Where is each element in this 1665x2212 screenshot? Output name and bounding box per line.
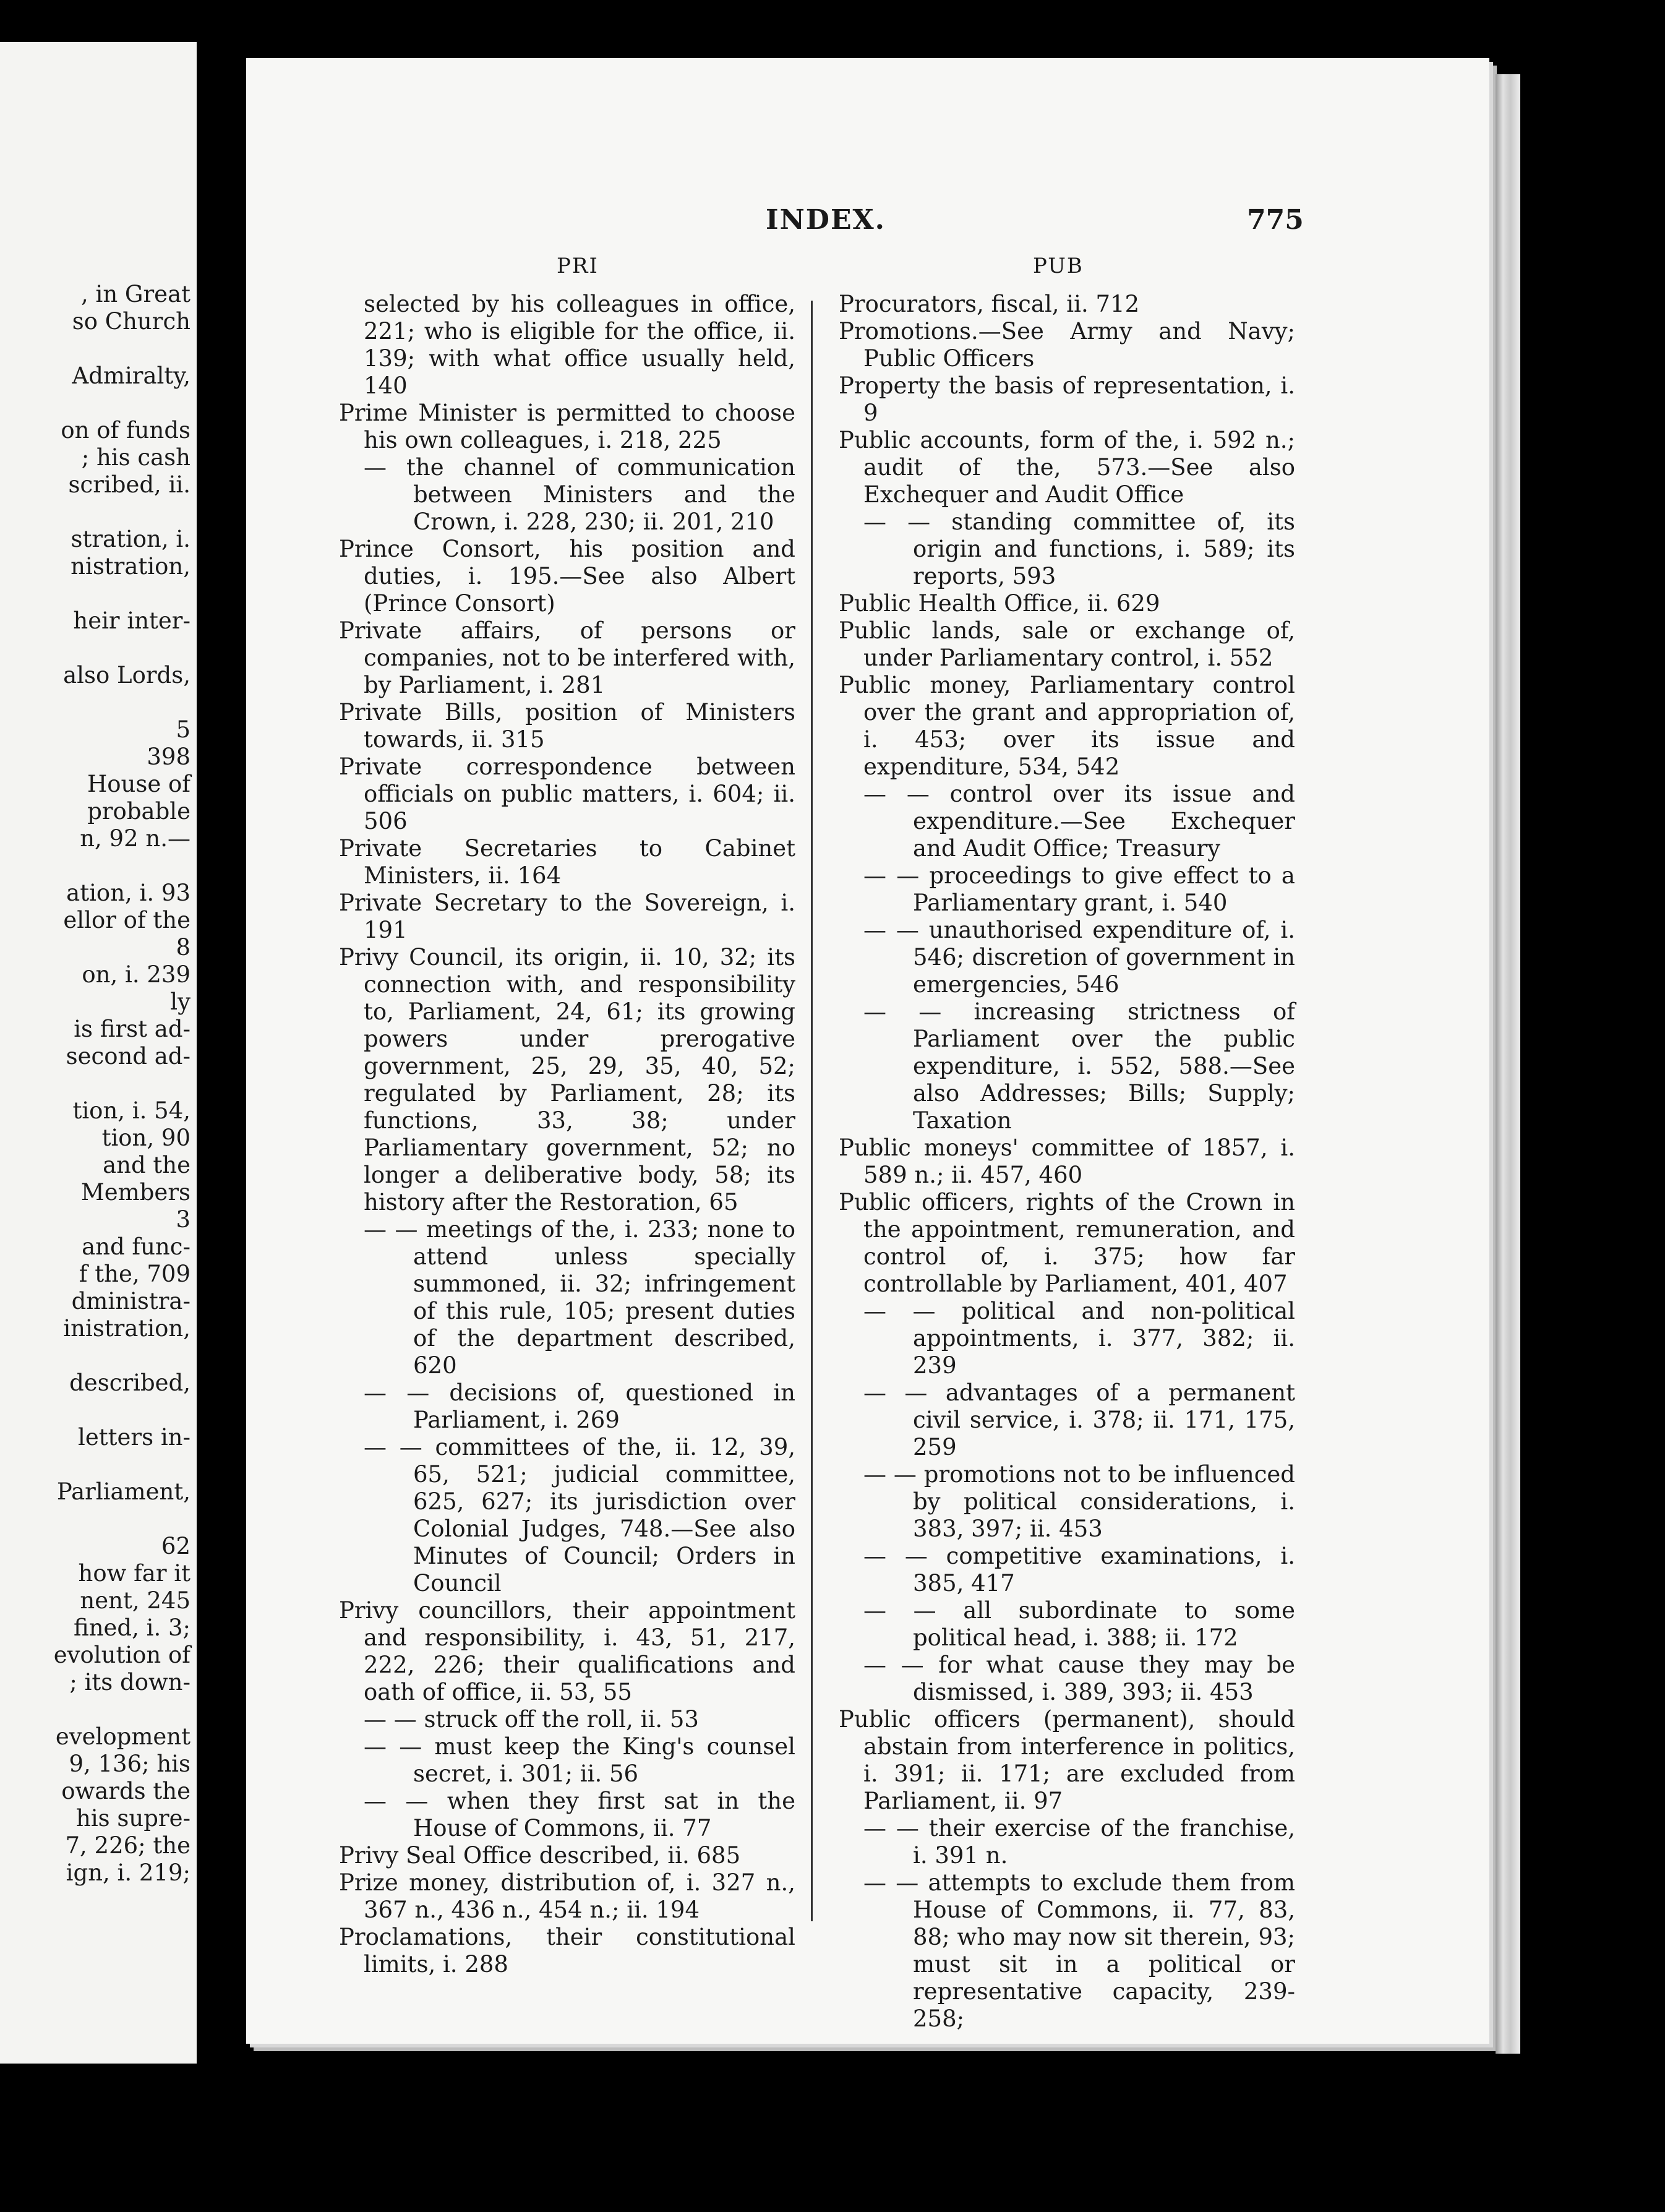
left-page-fragment: 398 (147, 744, 190, 770)
left-page-fragment: 5 (176, 716, 190, 743)
left-page-fragment: ; its down- (69, 1669, 190, 1695)
index-entry: — — attempts to exclude them from House of Commons, ii. 77, 83, 88; who may now sit therein, 93; must sit in a political or representative capacity, 239-258; (863, 1869, 1295, 2032)
left-page-fragment: f the, 709 (79, 1261, 190, 1287)
left-page-fragment: n, 92 n.— (80, 825, 190, 852)
left-page-fragment: scribed, ii. (68, 471, 190, 498)
column-rule (811, 301, 813, 1921)
left-page-fragment: tion, i. 54, (72, 1097, 190, 1124)
left-page-fragment: described, (69, 1370, 190, 1396)
left-page-fragment: 8 (176, 934, 190, 961)
index-entry: Private Bills, position of Ministers towards, ii. 315 (339, 699, 795, 753)
index-entry: — — their exercise of the franchise, i. 391 n. (863, 1815, 1295, 1869)
index-entry: — — advantages of a permanent civil service, i. 378; ii. 171, 175, 259 (863, 1379, 1295, 1460)
index-column-left (339, 291, 795, 1978)
index-entry: — — standing committee of, its origin and functions, i. 589; its reports, 593 (863, 508, 1295, 589)
left-page-fragment: ellor of the (63, 907, 190, 933)
index-entry: — — competitive examinations, i. 385, 417 (863, 1543, 1295, 1597)
left-page-fragment: and the (103, 1152, 190, 1178)
index-entry: — — decisions of, questioned in Parliament, i. 269 (364, 1379, 795, 1433)
left-page-fragment: how far it (78, 1560, 190, 1587)
left-page-fragment: House of (87, 771, 190, 797)
left-page-fragment: heir inter- (73, 607, 190, 634)
left-page-fragment: and func- (82, 1233, 190, 1260)
left-page-fragment: , in Great (80, 281, 190, 307)
index-entry: — — promotions not to be influenced by political considerations, i. 383, 397; ii. 453 (863, 1461, 1295, 1542)
left-facing-page (0, 42, 197, 2064)
left-page-fragment: fined, i. 3; (74, 1614, 190, 1641)
left-page-fragment: inistration, (63, 1315, 190, 1342)
index-entry: Public accounts, form of the, i. 592 n.; audit of the, 573.—See also Exchequer and Audit Office (839, 427, 1295, 508)
index-entry: — — control over its issue and expenditure.—See Exchequer and Audit Office; Treasury (863, 781, 1295, 862)
left-page-fragment: his supre- (76, 1805, 190, 1832)
index-entry: Procurators, fiscal, ii. 712 (839, 291, 1140, 317)
index-entry: — — unauthorised expenditure of, i. 546; discretion of government in emergencies, 546 (863, 917, 1295, 998)
index-entry: — — struck off the roll, ii. 53 (364, 1706, 699, 1733)
left-page-fragment: Admiralty, (72, 362, 190, 389)
index-column-right (839, 291, 1295, 2033)
index-entry: Private affairs, of persons or companies, not to be interfered with, by Parliament, i. 281 (339, 617, 795, 698)
left-page-fragment: evelopment (55, 1723, 190, 1750)
index-entry: — — increasing strictness of Parliament over the public expenditure, i. 552, 588.—See also Addresses; Bills; Supply; Taxation (863, 998, 1295, 1134)
index-entry: — — when they first sat in the House of Commons, ii. 77 (364, 1788, 795, 1841)
index-entry: Proclamations, their constitutional limits, i. 288 (339, 1924, 795, 1978)
index-entry: Privy councillors, their appointment and responsibility, i. 43, 51, 217, 222, 226; their qualifications and oath of office, ii. 53, 55 (339, 1597, 795, 1705)
left-page-fragment: 3 (176, 1206, 190, 1233)
left-page-fragment: is first ad- (74, 1016, 190, 1042)
index-entry: — — committees of the, ii. 12, 39, 65, 521; judicial committee, 625, 627; its jurisdiction over Colonial Judges, 748.—See also Minutes of Council; Orders in Council (364, 1434, 795, 1597)
left-page-fragment: ation, i. 93 (66, 880, 190, 906)
left-page-fragment: 9, 136; his (69, 1751, 190, 1777)
left-page-fragment: Parliament, (56, 1478, 190, 1505)
index-entry: Private correspondence between officials on public matters, i. 604; ii. 506 (339, 753, 795, 834)
index-entry: Public officers (permanent), should abstain from interference in politics, i. 391; ii. 171; are excluded from Parliament, ii. 97 (839, 1706, 1295, 1814)
index-entry: — — meetings of the, i. 233; none to attend unless specially summoned, ii. 32; infringement of this rule, 105; present duties of the department described, 620 (364, 1216, 795, 1379)
index-entry: Property the basis of representation, i. 9 (839, 372, 1295, 426)
index-entry: Privy Seal Office described, ii. 685 (339, 1842, 741, 1869)
left-page-fragment: ly (170, 988, 190, 1015)
left-page-fragment: dministra- (71, 1288, 190, 1314)
index-entry: — — proceedings to give effect to a Parliamentary grant, i. 540 (863, 862, 1295, 916)
index-entry: Public Health Office, ii. 629 (839, 590, 1160, 617)
page-number: 775 (1247, 204, 1304, 236)
running-head: INDEX. (766, 204, 886, 236)
left-page-fragment: ; his cash (81, 444, 190, 471)
left-page-fragment: owards the (61, 1778, 190, 1804)
index-entry: — — for what cause they may be dismissed, i. 389, 393; ii. 453 (863, 1652, 1295, 1705)
index-entry: Public officers, rights of the Crown in the appointment, remuneration, and control of, i. 375; how far controllable by Parliament, 401, 407 (839, 1189, 1295, 1297)
catchword-left: PRI (557, 254, 599, 278)
page-edge (1496, 74, 1520, 2054)
left-page-fragment: stration, i. (71, 526, 190, 552)
left-page-fragment: also Lords, (63, 662, 190, 688)
left-page-fragment: second ad- (66, 1043, 190, 1070)
left-page-fragment: on, i. 239 (82, 961, 190, 988)
left-page-fragment: on of funds (61, 417, 190, 444)
left-page-fragment: 62 (161, 1533, 190, 1559)
index-entry: Promotions.—See Army and Navy; Public Officers (839, 318, 1295, 372)
left-page-fragment: ign, i. 219; (66, 1859, 190, 1886)
index-entry: Public money, Parliamentary control over the grant and appropriation of, i. 453; over its issue and expenditure, 534, 542 (839, 672, 1295, 780)
index-entry: Prime Minister is permitted to choose his own colleagues, i. 218, 225 (339, 400, 795, 453)
catchword-right: PUB (1033, 254, 1084, 278)
index-entry: Privy Council, its origin, ii. 10, 32; its connection with, and responsibility to, Parliament, 24, 61; its growing powers under prerogative government, 25, 29, 35, 40, 52; regulated by Parliament, 28; its functions, 33, 38; under Parliamentary government, 52; no longer a deliberative body, 58; its history after the Restoration, 65 (339, 944, 795, 1215)
index-entry: Public moneys' committee of 1857, i. 589 n.; ii. 457, 460 (839, 1134, 1295, 1188)
index-entry: — the channel of communication between Ministers and the Crown, i. 228, 230; ii. 201, 210 (364, 454, 795, 535)
index-entry: selected by his colleagues in office, 221; who is eligible for the office, ii. 139; with what office usually held, 140 (364, 291, 795, 399)
index-entry: Prize money, distribution of, i. 327 n., 367 n., 436 n., 454 n.; ii. 194 (339, 1869, 795, 1923)
index-entry: — — all subordinate to some political head, i. 388; ii. 172 (863, 1597, 1295, 1651)
left-page-fragment: nistration, (71, 553, 190, 580)
left-page-fragment: nent, 245 (80, 1587, 190, 1614)
index-entry: Public lands, sale or exchange of, under Parliamentary control, i. 552 (839, 617, 1295, 671)
index-entry: Prince Consort, his position and duties, i. 195.—See also Albert (Prince Consort) (339, 536, 795, 617)
left-page-fragment: 7, 226; the (65, 1832, 190, 1859)
index-entry: — — must keep the King's counsel secret, i. 301; ii. 56 (364, 1733, 795, 1787)
left-page-fragment: tion, 90 (101, 1125, 190, 1151)
left-page-fragment: evolution of (53, 1642, 190, 1668)
left-page-fragment: letters in- (78, 1424, 190, 1451)
left-page-fragment: probable (87, 798, 190, 825)
index-entry: Private Secretaries to Cabinet Ministers, ii. 164 (339, 835, 795, 889)
left-page-fragment: so Church (72, 308, 190, 335)
left-page-fragment: Members (80, 1179, 190, 1206)
index-entry: Private Secretary to the Sovereign, i. 191 (339, 890, 795, 943)
index-entry: — — political and non-political appointments, i. 377, 382; ii. 239 (863, 1298, 1295, 1379)
